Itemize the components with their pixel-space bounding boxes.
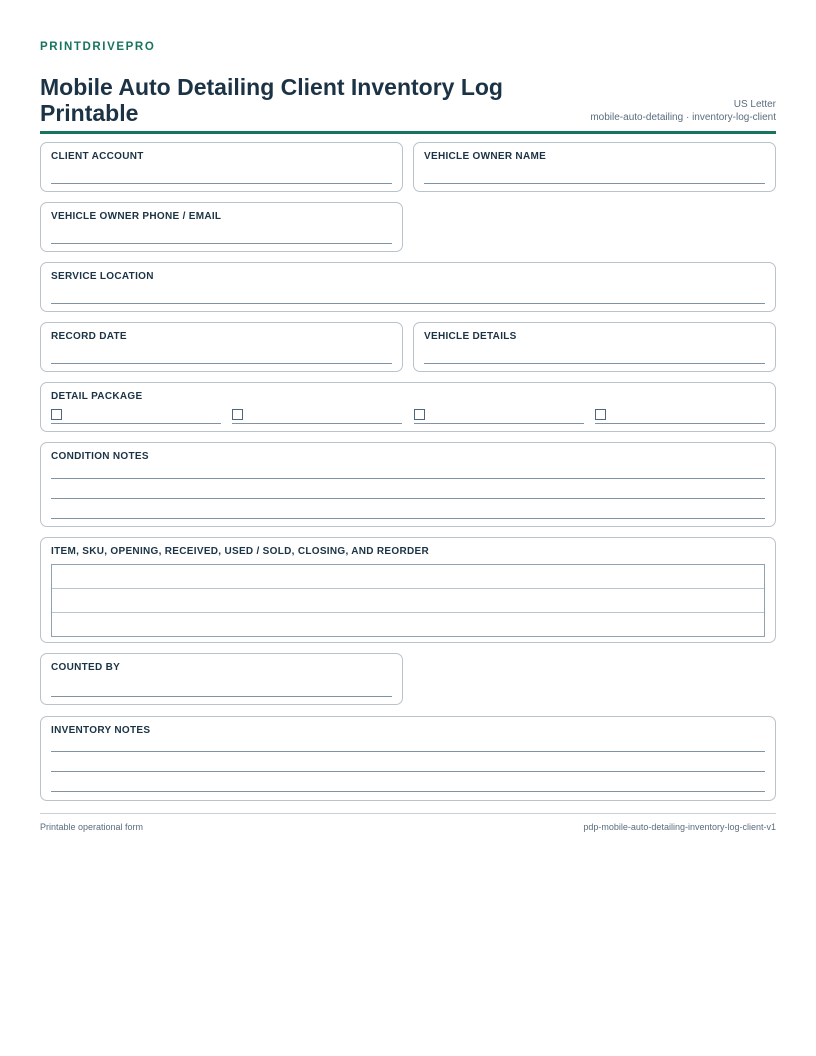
option-line[interactable] [595, 423, 765, 424]
vehicle-details-label: VEHICLE DETAILS [424, 331, 517, 342]
notes-line[interactable] [51, 771, 765, 772]
vehicle-owner-name-line[interactable] [424, 183, 765, 184]
vehicle-owner-name-field[interactable] [413, 142, 776, 192]
vehicle-owner-name-label: VEHICLE OWNER NAME [424, 151, 547, 162]
condition-notes-label: CONDITION NOTES [51, 451, 149, 462]
vehicle-owner-contact-line[interactable] [51, 243, 392, 244]
option-line[interactable] [414, 423, 584, 424]
notes-line[interactable] [51, 791, 765, 792]
record-date-field[interactable] [40, 322, 403, 372]
notes-line[interactable] [51, 478, 765, 479]
counted-by-label: COUNTED BY [51, 662, 121, 673]
notes-line[interactable] [51, 518, 765, 519]
footer-left-text: Printable operational form [40, 822, 144, 832]
notes-line[interactable] [51, 751, 765, 752]
condition-notes-field[interactable] [40, 442, 776, 527]
checkbox[interactable] [232, 409, 243, 420]
table-row[interactable] [52, 565, 764, 589]
checkbox[interactable] [414, 409, 425, 420]
header-meta [590, 98, 776, 124]
vehicle-details-field[interactable] [413, 322, 776, 372]
option-line[interactable] [232, 423, 402, 424]
counted-by-line[interactable] [51, 696, 392, 697]
option-line[interactable] [51, 423, 221, 424]
detail-package-label: DETAIL PACKAGE [51, 391, 143, 402]
page-title: Mobile Auto Detailing Client Inventory Log Printable [40, 74, 503, 126]
inventory-table-label: ITEM, SKU, OPENING, RECEIVED, USED / SOLD, CLOSING, AND REORDER [51, 546, 430, 557]
checkbox[interactable] [51, 409, 62, 420]
notes-line[interactable] [51, 498, 765, 499]
brand-name: PRINTDRIVEPRO [40, 41, 156, 53]
footer-form-id: pdp-mobile-auto-detailing-inventory-log-client-v1 [583, 822, 776, 832]
service-location-field[interactable] [40, 262, 776, 312]
record-date-line[interactable] [51, 363, 392, 364]
counted-by-field[interactable] [40, 653, 403, 705]
vehicle-owner-contact-label: VEHICLE OWNER PHONE / EMAIL [51, 211, 222, 222]
package-option-4[interactable] [595, 409, 765, 425]
form-page [40, 40, 776, 134]
inventory-table-section [40, 537, 776, 643]
record-date-label: RECORD DATE [51, 331, 127, 342]
inventory-table [51, 564, 765, 637]
client-account-label: CLIENT ACCOUNT [51, 151, 144, 162]
header [40, 54, 776, 134]
service-location-label: SERVICE LOCATION [51, 271, 154, 282]
table-row[interactable] [52, 613, 764, 636]
inventory-notes-label: INVENTORY NOTES [51, 725, 151, 736]
package-option-1[interactable] [51, 409, 221, 425]
package-option-3[interactable] [414, 409, 584, 425]
vehicle-owner-contact-field[interactable] [40, 202, 403, 252]
service-location-line[interactable] [51, 303, 765, 304]
footer [40, 813, 776, 832]
table-row[interactable] [52, 589, 764, 613]
paper-size: US Letter [733, 99, 776, 110]
package-option-2[interactable] [232, 409, 402, 425]
detail-package-field [40, 382, 776, 432]
vehicle-details-line[interactable] [424, 363, 765, 364]
inventory-notes-field[interactable] [40, 716, 776, 801]
checkbox[interactable] [595, 409, 606, 420]
form-slug: mobile-auto-detailing · inventory-log-client [590, 112, 776, 123]
client-account-line[interactable] [51, 183, 392, 184]
client-account-field[interactable] [40, 142, 403, 192]
